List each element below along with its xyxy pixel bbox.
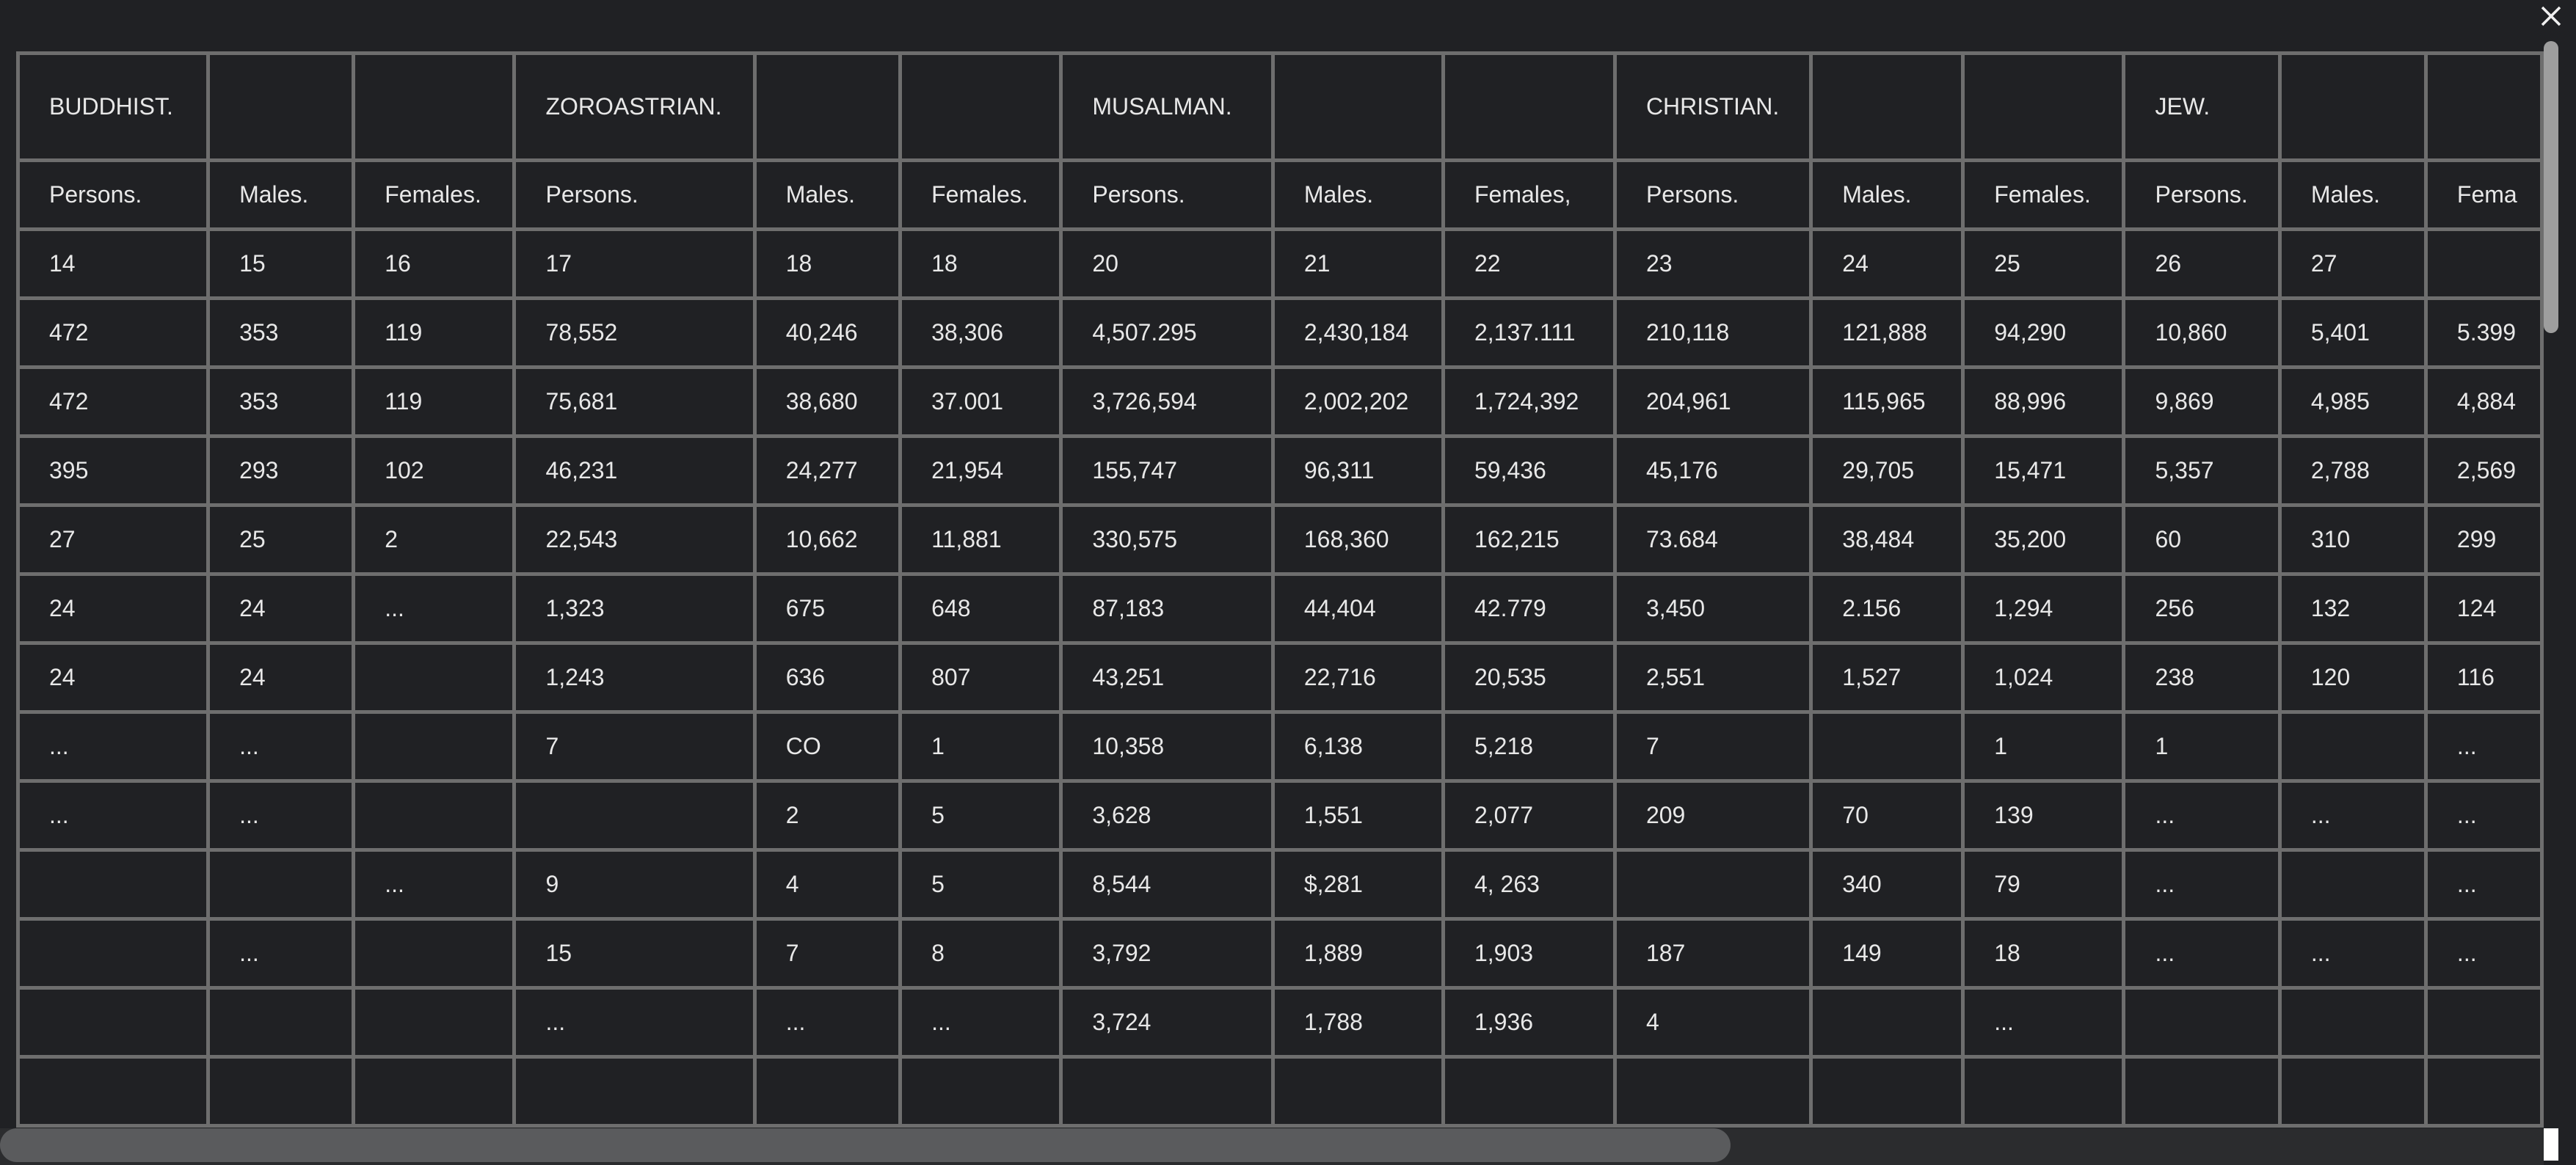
table-cell: 238 (2124, 643, 2280, 712)
table-cell (354, 781, 514, 850)
table-cell: ... (2426, 712, 2542, 781)
table-cell: 340 (1811, 850, 1963, 919)
table-cell: ... (354, 574, 514, 643)
table-cell (354, 988, 514, 1057)
table-cell: 2,077 (1443, 781, 1615, 850)
table-cell (2280, 54, 2426, 161)
table-cell: 10,860 (2124, 299, 2280, 368)
table-cell (354, 712, 514, 781)
table-cell: 17 (514, 230, 754, 299)
table-cell: 2,002,202 (1273, 368, 1443, 437)
table-cell: 7 (1615, 712, 1811, 781)
table-cell: 1,936 (1443, 988, 1615, 1057)
table-cell (2426, 988, 2542, 1057)
table-cell: 1,889 (1273, 919, 1443, 988)
table-cell (354, 54, 514, 161)
table-cell (208, 850, 354, 919)
table-cell: ... (208, 919, 354, 988)
table-cell: 9,869 (2124, 368, 2280, 437)
table-cell: 60 (2124, 505, 2280, 574)
table-cell: 2,569 (2426, 437, 2542, 505)
table-cell: 6,138 (1273, 712, 1443, 781)
table-cell: 29,705 (1811, 437, 1963, 505)
table-cell: 16 (354, 230, 514, 299)
table-cell: 1 (1963, 712, 2124, 781)
table-cell (1273, 1057, 1443, 1126)
table-cell: 21 (1273, 230, 1443, 299)
table-cell: Males. (2280, 161, 2426, 230)
table-cell: ZOROASTRIAN. (514, 54, 754, 161)
table-cell: 120 (2280, 643, 2426, 712)
table-row (18, 781, 2542, 850)
table-cell: 1 (900, 712, 1061, 781)
table-cell: 10,662 (754, 505, 900, 574)
table-cell: 2,430,184 (1273, 299, 1443, 368)
table-cell: 162,215 (1443, 505, 1615, 574)
table-cell (514, 781, 754, 850)
table-cell: 299 (2426, 505, 2542, 574)
table-cell: 43,251 (1061, 643, 1273, 712)
table-cell: 5.399 (2426, 299, 2542, 368)
table-cell (514, 1057, 754, 1126)
table-cell: 1,724,392 (1443, 368, 1615, 437)
table-cell: 27 (2280, 230, 2426, 299)
census-table (16, 51, 2544, 1128)
table-cell: 24 (208, 574, 354, 643)
table-cell: 5,401 (2280, 299, 2426, 368)
table-cell: 23 (1615, 230, 1811, 299)
table-cell: 209 (1615, 781, 1811, 850)
table-cell (1811, 1057, 1963, 1126)
table-cell: 42.779 (1443, 574, 1615, 643)
table-cell (2124, 988, 2280, 1057)
table-cell: 2,551 (1615, 643, 1811, 712)
table-cell (18, 919, 208, 988)
table-cell: 24,277 (754, 437, 900, 505)
table-cell: Persons. (1615, 161, 1811, 230)
table-cell: Persons. (2124, 161, 2280, 230)
table-cell: CO (754, 712, 900, 781)
table-cell: 15 (514, 919, 754, 988)
table-cell (2280, 1057, 2426, 1126)
table-cell: 78,552 (514, 299, 754, 368)
table-cell (1443, 54, 1615, 161)
table-cell: Males. (208, 161, 354, 230)
table-cell: 1,294 (1963, 574, 2124, 643)
table-cell (354, 1057, 514, 1126)
table-cell: 1,903 (1443, 919, 1615, 988)
religion-header-row (18, 54, 2542, 161)
table-cell: 15 (208, 230, 354, 299)
table-cell: 5 (900, 850, 1061, 919)
table-cell: Males. (1811, 161, 1963, 230)
table-cell (1443, 1057, 1615, 1126)
table-cell (2280, 850, 2426, 919)
table-cell: 79 (1963, 850, 2124, 919)
table-cell (2426, 54, 2542, 161)
table-cell: 119 (354, 368, 514, 437)
table-cell: 3,724 (1061, 988, 1273, 1057)
table-cell (208, 54, 354, 161)
table-cell: 24 (18, 574, 208, 643)
table-cell: 472 (18, 299, 208, 368)
table-cell: 1,243 (514, 643, 754, 712)
table-cell: 88,996 (1963, 368, 2124, 437)
table-cell: ... (2426, 919, 2542, 988)
table-cell: 46,231 (514, 437, 754, 505)
table-row (18, 850, 2542, 919)
table-cell: Males. (754, 161, 900, 230)
table-cell: 8,544 (1061, 850, 1273, 919)
table-row (18, 574, 2542, 643)
table-cell: 59,436 (1443, 437, 1615, 505)
table-cell (18, 850, 208, 919)
table-cell: 35,200 (1963, 505, 2124, 574)
table-cell: 18 (754, 230, 900, 299)
table-cell: 94,290 (1963, 299, 2124, 368)
table-cell: 7 (514, 712, 754, 781)
table-cell: 8 (900, 919, 1061, 988)
table-cell: 353 (208, 368, 354, 437)
table-cell (2280, 988, 2426, 1057)
table-cell: 25 (208, 505, 354, 574)
table-cell: Females. (900, 161, 1061, 230)
table-cell: 2.156 (1811, 574, 1963, 643)
table-cell: ... (1963, 988, 2124, 1057)
table-cell: 70 (1811, 781, 1963, 850)
table-cell: 353 (208, 299, 354, 368)
table-cell: 204,961 (1615, 368, 1811, 437)
table-cell: 119 (354, 299, 514, 368)
table-cell (208, 1057, 354, 1126)
table-cell: Females, (1443, 161, 1615, 230)
table-cell: 25 (1963, 230, 2124, 299)
table-cell: 44,404 (1273, 574, 1443, 643)
close-icon (2538, 3, 2564, 29)
table-cell: 293 (208, 437, 354, 505)
table-cell: 187 (1615, 919, 1811, 988)
table-cell: 22,543 (514, 505, 754, 574)
table-cell: 102 (354, 437, 514, 505)
table-cell: 9 (514, 850, 754, 919)
table-cell: 139 (1963, 781, 2124, 850)
table-cell: ... (2426, 850, 2542, 919)
table-cell (754, 54, 900, 161)
table-cell: 4 (1615, 988, 1811, 1057)
table-cell: 37.001 (900, 368, 1061, 437)
table-cell (354, 919, 514, 988)
table-cell: ... (2124, 850, 2280, 919)
table-cell: 24 (18, 643, 208, 712)
table-cell: ... (2426, 781, 2542, 850)
table-row (18, 988, 2542, 1057)
table-cell: 1 (2124, 712, 2280, 781)
table-cell: 330,575 (1061, 505, 1273, 574)
table-cell: 124 (2426, 574, 2542, 643)
table-cell: 38,306 (900, 299, 1061, 368)
table-cell (2426, 230, 2542, 299)
table-cell: 2,137.111 (1443, 299, 1615, 368)
table-cell: 15,471 (1963, 437, 2124, 505)
table-cell: 24 (1811, 230, 1963, 299)
table-cell: 22,716 (1273, 643, 1443, 712)
table-cell (900, 54, 1061, 161)
table-cell: ... (514, 988, 754, 1057)
table-cell: JEW. (2124, 54, 2280, 161)
table-cell: 96,311 (1273, 437, 1443, 505)
table-cell: 675 (754, 574, 900, 643)
table-cell: 73.684 (1615, 505, 1811, 574)
table-cell: 3,450 (1615, 574, 1811, 643)
table-cell: 807 (900, 643, 1061, 712)
table-cell (18, 1057, 208, 1126)
table-cell: 168,360 (1273, 505, 1443, 574)
table-viewport[interactable] (0, 51, 2544, 1128)
table-cell: 24 (208, 643, 354, 712)
table-cell: Fema (2426, 161, 2542, 230)
table-cell: 472 (18, 368, 208, 437)
table-cell: 1,323 (514, 574, 754, 643)
table-cell: Persons. (18, 161, 208, 230)
table-cell (1811, 712, 1963, 781)
table-cell (2280, 712, 2426, 781)
table-row (18, 1057, 2542, 1126)
table-cell: 38,680 (754, 368, 900, 437)
table-cell (18, 988, 208, 1057)
table-cell (1811, 54, 1963, 161)
table-cell: 2 (354, 505, 514, 574)
table-cell: ... (2280, 919, 2426, 988)
table-cell: 20 (1061, 230, 1273, 299)
table-cell: ... (754, 988, 900, 1057)
table-cell: ... (18, 712, 208, 781)
table-cell: 27 (18, 505, 208, 574)
table-row (18, 299, 2542, 368)
table-row (18, 230, 2542, 299)
table-cell: 3,792 (1061, 919, 1273, 988)
table-cell: 1,527 (1811, 643, 1963, 712)
table-cell: 21,954 (900, 437, 1061, 505)
table-cell: 38,484 (1811, 505, 1963, 574)
table-cell: ... (354, 850, 514, 919)
table-cell: 4,884 (2426, 368, 2542, 437)
table-cell: 11,881 (900, 505, 1061, 574)
table-cell: 132 (2280, 574, 2426, 643)
table-cell: Females. (354, 161, 514, 230)
table-cell: 1,551 (1273, 781, 1443, 850)
table-cell: 3,628 (1061, 781, 1273, 850)
table-cell: 636 (754, 643, 900, 712)
table-cell (1061, 1057, 1273, 1126)
table-cell: 116 (2426, 643, 2542, 712)
table-cell: 5 (900, 781, 1061, 850)
table-row (18, 437, 2542, 505)
table-cell: 4,507.295 (1061, 299, 1273, 368)
table-cell: ... (2124, 919, 2280, 988)
table-cell: 310 (2280, 505, 2426, 574)
table-cell (1273, 54, 1443, 161)
table-cell: 75,681 (514, 368, 754, 437)
table-cell: 14 (18, 230, 208, 299)
table-cell: 4 (754, 850, 900, 919)
table-cell: 256 (2124, 574, 2280, 643)
table-cell: 5,218 (1443, 712, 1615, 781)
table-cell: ... (2280, 781, 2426, 850)
table-cell (1615, 850, 1811, 919)
horizontal-scrollbar-thumb[interactable] (0, 1128, 1731, 1162)
table-cell: Females. (1963, 161, 2124, 230)
table-cell: ... (2124, 781, 2280, 850)
table-cell (754, 1057, 900, 1126)
table-cell: MUSALMAN. (1061, 54, 1273, 161)
table-cell: 87,183 (1061, 574, 1273, 643)
table-cell: 26 (2124, 230, 2280, 299)
table-cell: 7 (754, 919, 900, 988)
table-cell: CHRISTIAN. (1615, 54, 1811, 161)
close-button[interactable] (2538, 3, 2564, 29)
table-cell: 4,985 (2280, 368, 2426, 437)
table-cell: 3,726,594 (1061, 368, 1273, 437)
table-cell: 5,357 (2124, 437, 2280, 505)
table-cell (1963, 54, 2124, 161)
table-row (18, 919, 2542, 988)
table-cell (1963, 1057, 2124, 1126)
table-cell: 4, 263 (1443, 850, 1615, 919)
table-row (18, 368, 2542, 437)
table-cell: 1,788 (1273, 988, 1443, 1057)
table-cell: 2 (754, 781, 900, 850)
table-cell (900, 1057, 1061, 1126)
table-cell (1811, 988, 1963, 1057)
table-cell: 155,747 (1061, 437, 1273, 505)
table-cell: Males. (1273, 161, 1443, 230)
table-cell (1615, 1057, 1811, 1126)
scrollbar-corner-marker (2544, 1128, 2558, 1161)
table-cell: 22 (1443, 230, 1615, 299)
table-cell (354, 643, 514, 712)
table-cell (2124, 1057, 2280, 1126)
table-cell: 121,888 (1811, 299, 1963, 368)
table-cell: 1,024 (1963, 643, 2124, 712)
table-cell: 395 (18, 437, 208, 505)
table-cell: 40,246 (754, 299, 900, 368)
table-row (18, 643, 2542, 712)
table-cell: Persons. (1061, 161, 1273, 230)
table-row (18, 505, 2542, 574)
table-cell: ... (208, 781, 354, 850)
table-cell: ... (18, 781, 208, 850)
table-cell: ... (900, 988, 1061, 1057)
table-cell: 2,788 (2280, 437, 2426, 505)
table-cell: 149 (1811, 919, 1963, 988)
table-cell: 10,358 (1061, 712, 1273, 781)
table-cell: 210,118 (1615, 299, 1811, 368)
table-row (18, 712, 2542, 781)
table-cell (2426, 1057, 2542, 1126)
table-cell: 115,965 (1811, 368, 1963, 437)
table-cell: $,281 (1273, 850, 1443, 919)
vertical-scrollbar-thumb[interactable] (2544, 41, 2558, 333)
table-cell: 648 (900, 574, 1061, 643)
table-cell: BUDDHIST. (18, 54, 208, 161)
table-cell: 18 (900, 230, 1061, 299)
table-cell: 45,176 (1615, 437, 1811, 505)
table-cell: Persons. (514, 161, 754, 230)
table-cell: 20,535 (1443, 643, 1615, 712)
subheader-row (18, 161, 2542, 230)
table-cell: 18 (1963, 919, 2124, 988)
table-cell (208, 988, 354, 1057)
table-cell: ... (208, 712, 354, 781)
